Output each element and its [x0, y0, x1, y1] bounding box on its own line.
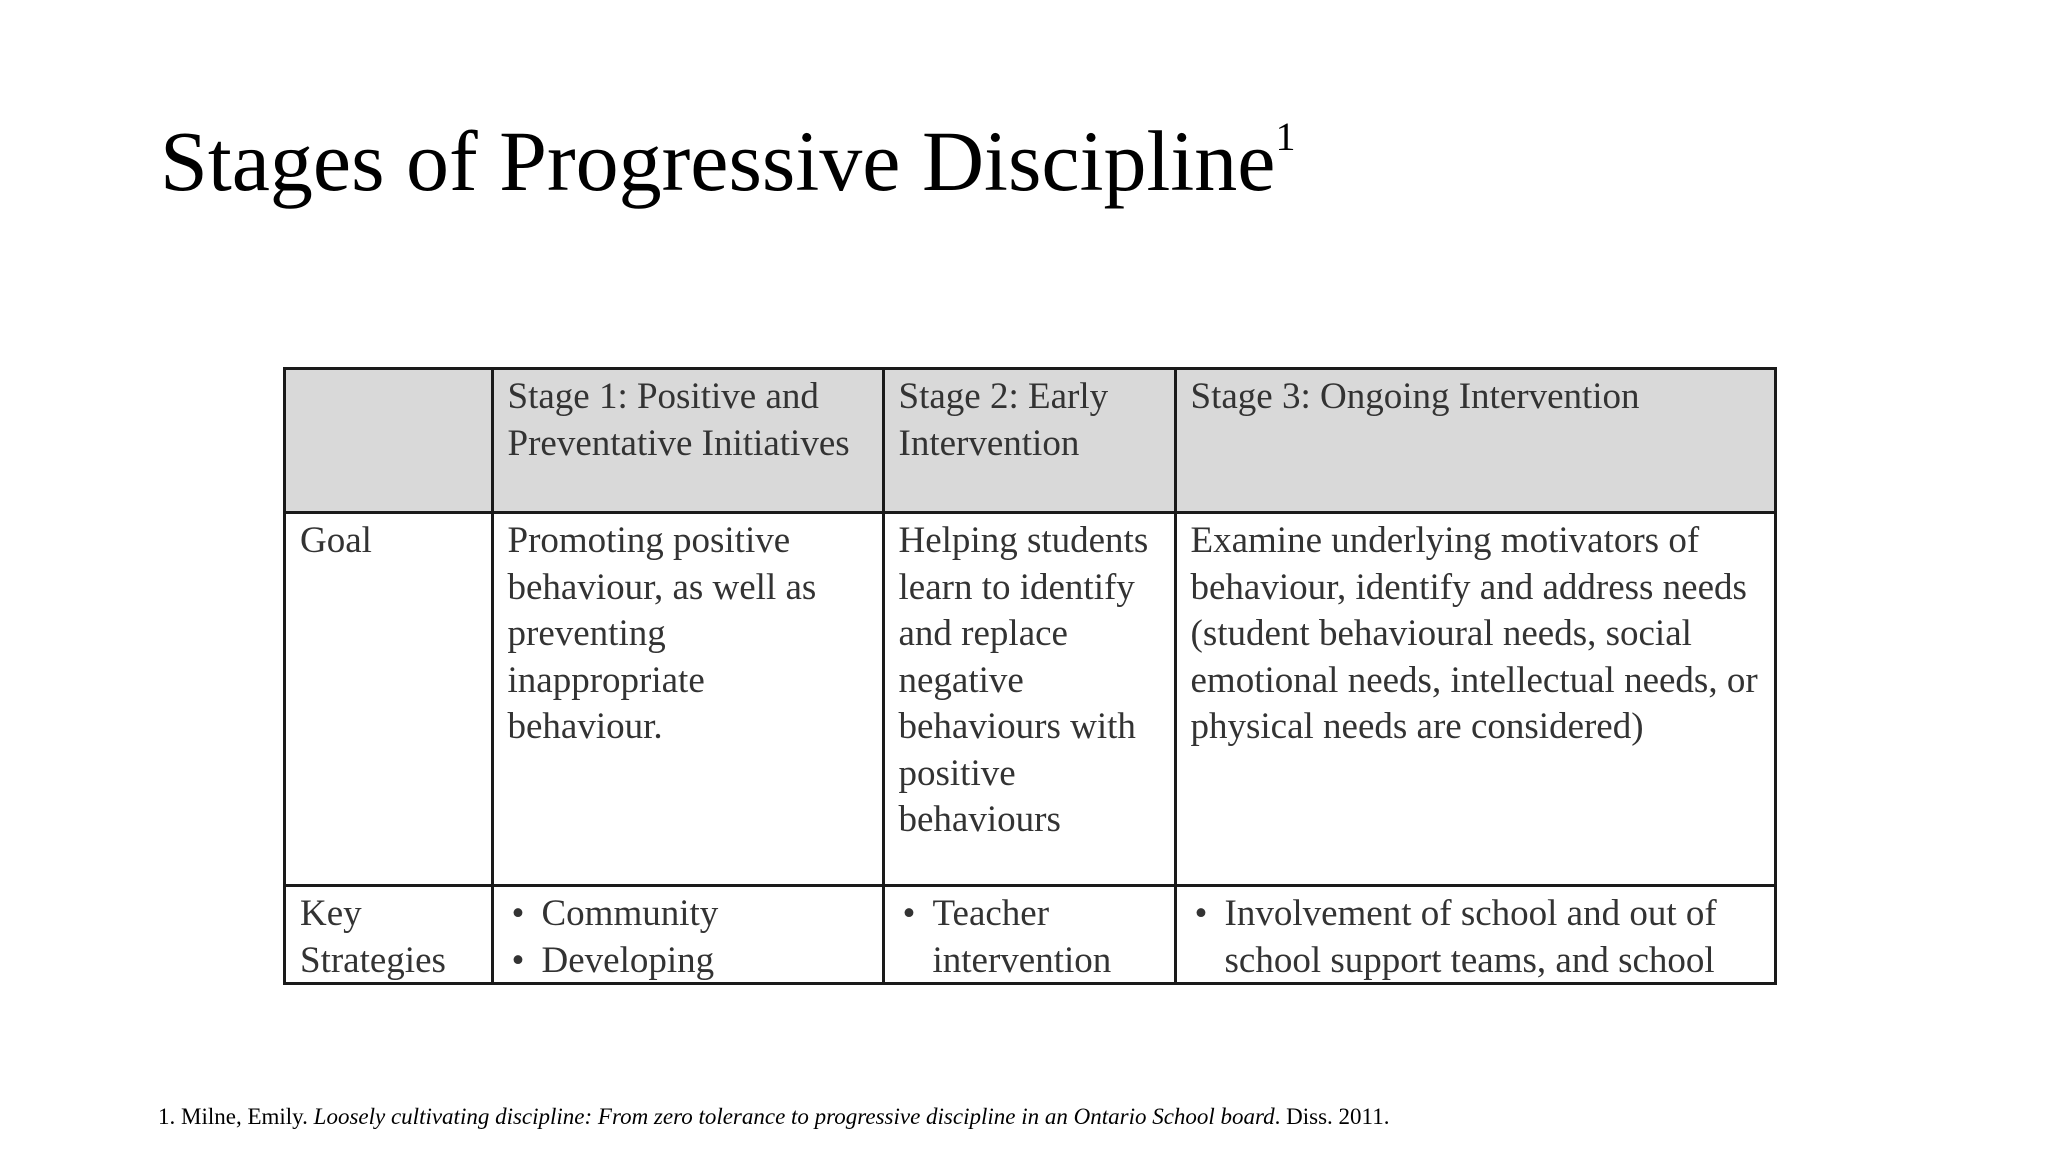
strategies-cell-stage-1 [492, 886, 883, 986]
row-label-goal: Goal [286, 513, 492, 886]
footnote-marker: 1 [1275, 114, 1296, 160]
table-header-row [286, 370, 1777, 513]
list-item: • Community [508, 891, 868, 938]
header-cell-stage-2: Stage 2: Early Intervention [883, 370, 1175, 513]
slide-title-text: Stages of Progressive Discipline [160, 113, 1276, 209]
table-row-goal [286, 513, 1777, 886]
footnote-work-title: Loosely cultivating discipline: From zero tolerance to progressive discipline in an Ontario School board [313, 1104, 1275, 1129]
slide-title [160, 113, 1296, 209]
row-label-key-strategies: Key Strategies [286, 886, 492, 986]
footnote-citation [158, 1104, 1389, 1130]
list-item: • Teacher intervention [899, 891, 1160, 984]
footnote-prefix: 1. Milne, Emily. [158, 1104, 314, 1129]
table-row-key-strategies [286, 886, 1777, 986]
strategies-cell-stage-2 [883, 886, 1175, 986]
stages-table-image [283, 367, 1777, 985]
goal-cell-stage-2: Helping students learn to identify and replace negative behaviours with positive behaviours [883, 513, 1175, 886]
strategies-list-stage-2 [899, 891, 1160, 984]
list-item: • Involvement of school and out of school support teams, and school [1191, 891, 1767, 984]
goal-cell-stage-1: Promoting positive behaviour, as well as preventing inappropriate behaviour. [492, 513, 883, 886]
list-item: • Developing [508, 938, 868, 985]
footnote-suffix: . Diss. 2011. [1274, 1104, 1390, 1129]
strategies-cell-stage-3 [1175, 886, 1777, 986]
strategies-list-stage-1 [508, 891, 868, 984]
strategies-list-stage-3 [1191, 891, 1767, 984]
header-cell-stage-3: Stage 3: Ongoing Intervention [1175, 370, 1777, 513]
header-cell-empty [286, 370, 492, 513]
stages-table [286, 370, 1777, 985]
goal-cell-stage-3: Examine underlying motivators of behaviour, identify and address needs (student behavioural needs, social emotional needs, intellectual needs, or physical needs are considered) [1175, 513, 1777, 886]
header-cell-stage-1: Stage 1: Positive and Preventative Initiatives [492, 370, 883, 513]
